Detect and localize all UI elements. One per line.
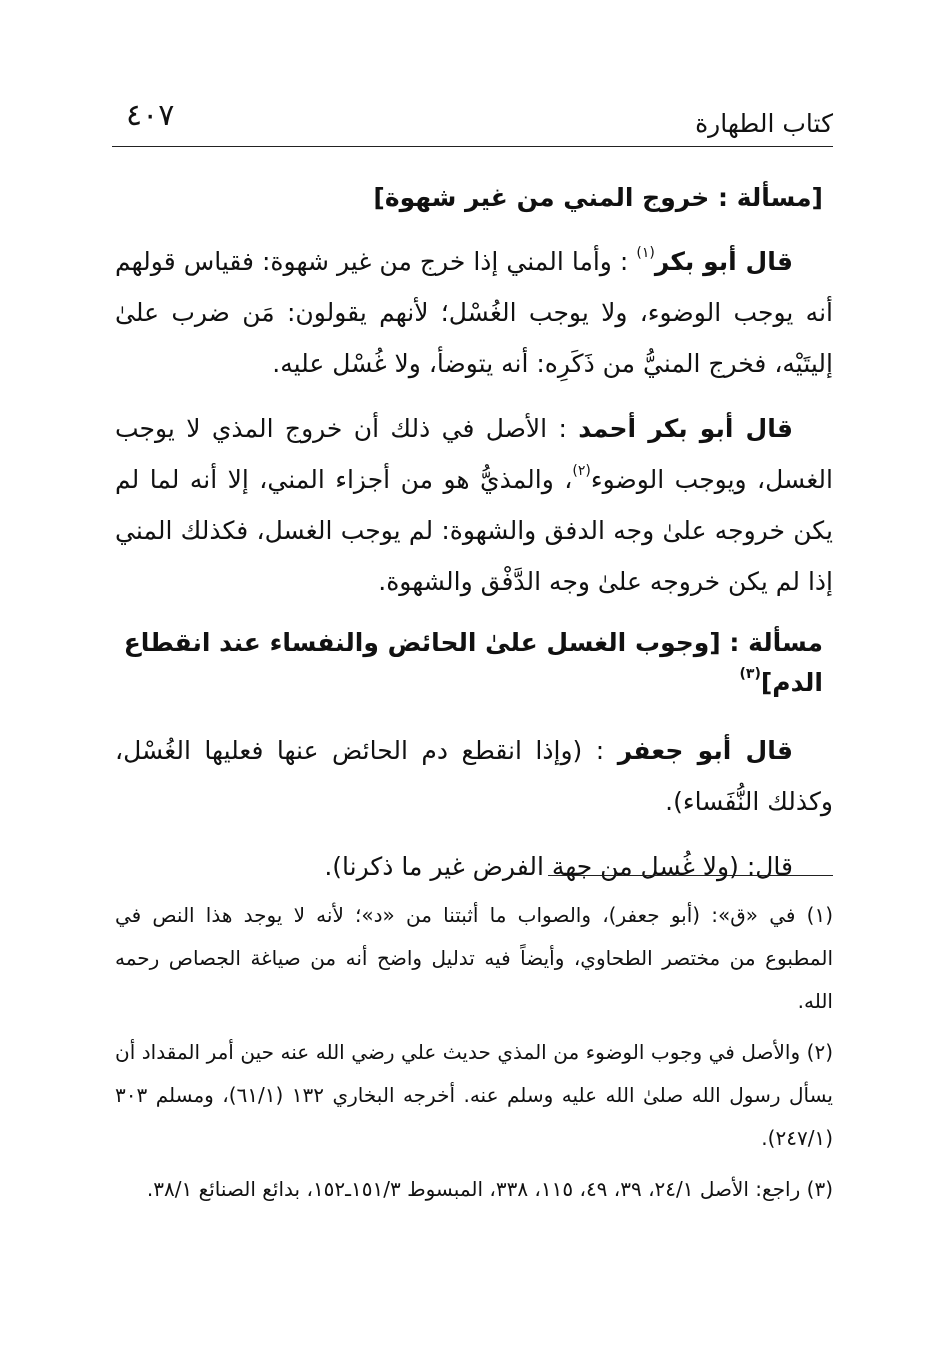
book-section-title: كتاب الطهارة xyxy=(695,109,833,138)
running-header xyxy=(112,96,833,147)
footnotes xyxy=(115,894,833,1219)
paragraph-text: : الأصل في ذلك أن خروج المذي لا يوجب الغسل، ويوجب الوضوء xyxy=(115,414,833,494)
paragraph-abu-bakr-ahmad xyxy=(115,403,833,607)
footnote-3: (٣) راجع: الأصل ٢٤/١، ٣٩، ٤٩، ١١٥، ٣٣٨، المبسوط ١٥١/٣ـ١٥٢، بدائع الصنائع ٣٨/١. xyxy=(146,1177,833,1201)
section-heading-ghusl-menstruation xyxy=(115,623,823,703)
footnote-ref-3: (٣) xyxy=(739,665,761,682)
footnote-ref-2: (٢) xyxy=(572,462,591,479)
footnote-2: (٢) والأصل في وجوب الوضوء من المذي حديث علي رضي الله عنه حين أمر المقداد أن يسأل رسول الله صلىٰ الله عليه وسلم عنه. أخرجه البخاري ١٣٢ (٦١/١)، ومسلم ٣٠٣ (٢٤٧/١). xyxy=(115,1040,833,1150)
speaker-label: قال أبو جعفر xyxy=(617,736,793,765)
paragraph-text: : (وإذا انقطع دم الحائض عنها فعليها الغُسْل، وكذلك النُّفَساء). xyxy=(115,736,833,816)
page-number: ٤٠٧ xyxy=(126,98,175,133)
main-text xyxy=(115,178,833,906)
speaker-label: قال أبو بكر أحمد xyxy=(578,414,793,443)
heading-text: مسألة : [وجوب الغسل علىٰ الحائض والنفساء عند انقطاع الدم] xyxy=(123,628,823,697)
paragraph-text: : وأما المني إذا خرج من غير شهوة: فقياس قولهم أنه يوجب الوضوء، ولا يوجب الغُسْل؛ لأنهم يقولون: مَن ضرب علىٰ إليتَيْه، فخرج المنيُّ من ذَكَرِه: أنه يتوضأ، ولا غُسْل عليه. xyxy=(115,247,833,378)
paragraph-abu-jafar xyxy=(115,725,833,827)
speaker-label: قال أبو بكر xyxy=(654,247,794,276)
footnote-ref-1: (١) xyxy=(636,244,655,261)
paragraph-qala: قال: (ولا غُسل من جهة الفرض غير ما ذكرنا). xyxy=(324,852,793,881)
paragraph-abu-bakr xyxy=(115,236,833,389)
footnote-1: (١) في «ق»: (أبو جعفر)، والصواب ما أثبتنا من «د»؛ لأنه لا يوجد هذا النص في المطبوع من مختصر الطحاوي، وأيضاً فيه تدليل واضح أنه من صياغة الجصاص رحمه الله. xyxy=(115,903,833,1013)
paragraph-text-cont: ، والمذيُّ هو من أجزاء المني، إلا أنه لما لم يكن خروجه علىٰ وجه الدفق والشهوة: لم يوجب الغسل، فكذلك المني إذا لم يكن خروجه علىٰ وجه الدَّفْق والشهوة. xyxy=(115,465,833,596)
footnote-separator xyxy=(548,875,833,876)
section-heading-semen-without-desire: [مسألة : خروج المني من غير شهوة] xyxy=(373,183,823,212)
